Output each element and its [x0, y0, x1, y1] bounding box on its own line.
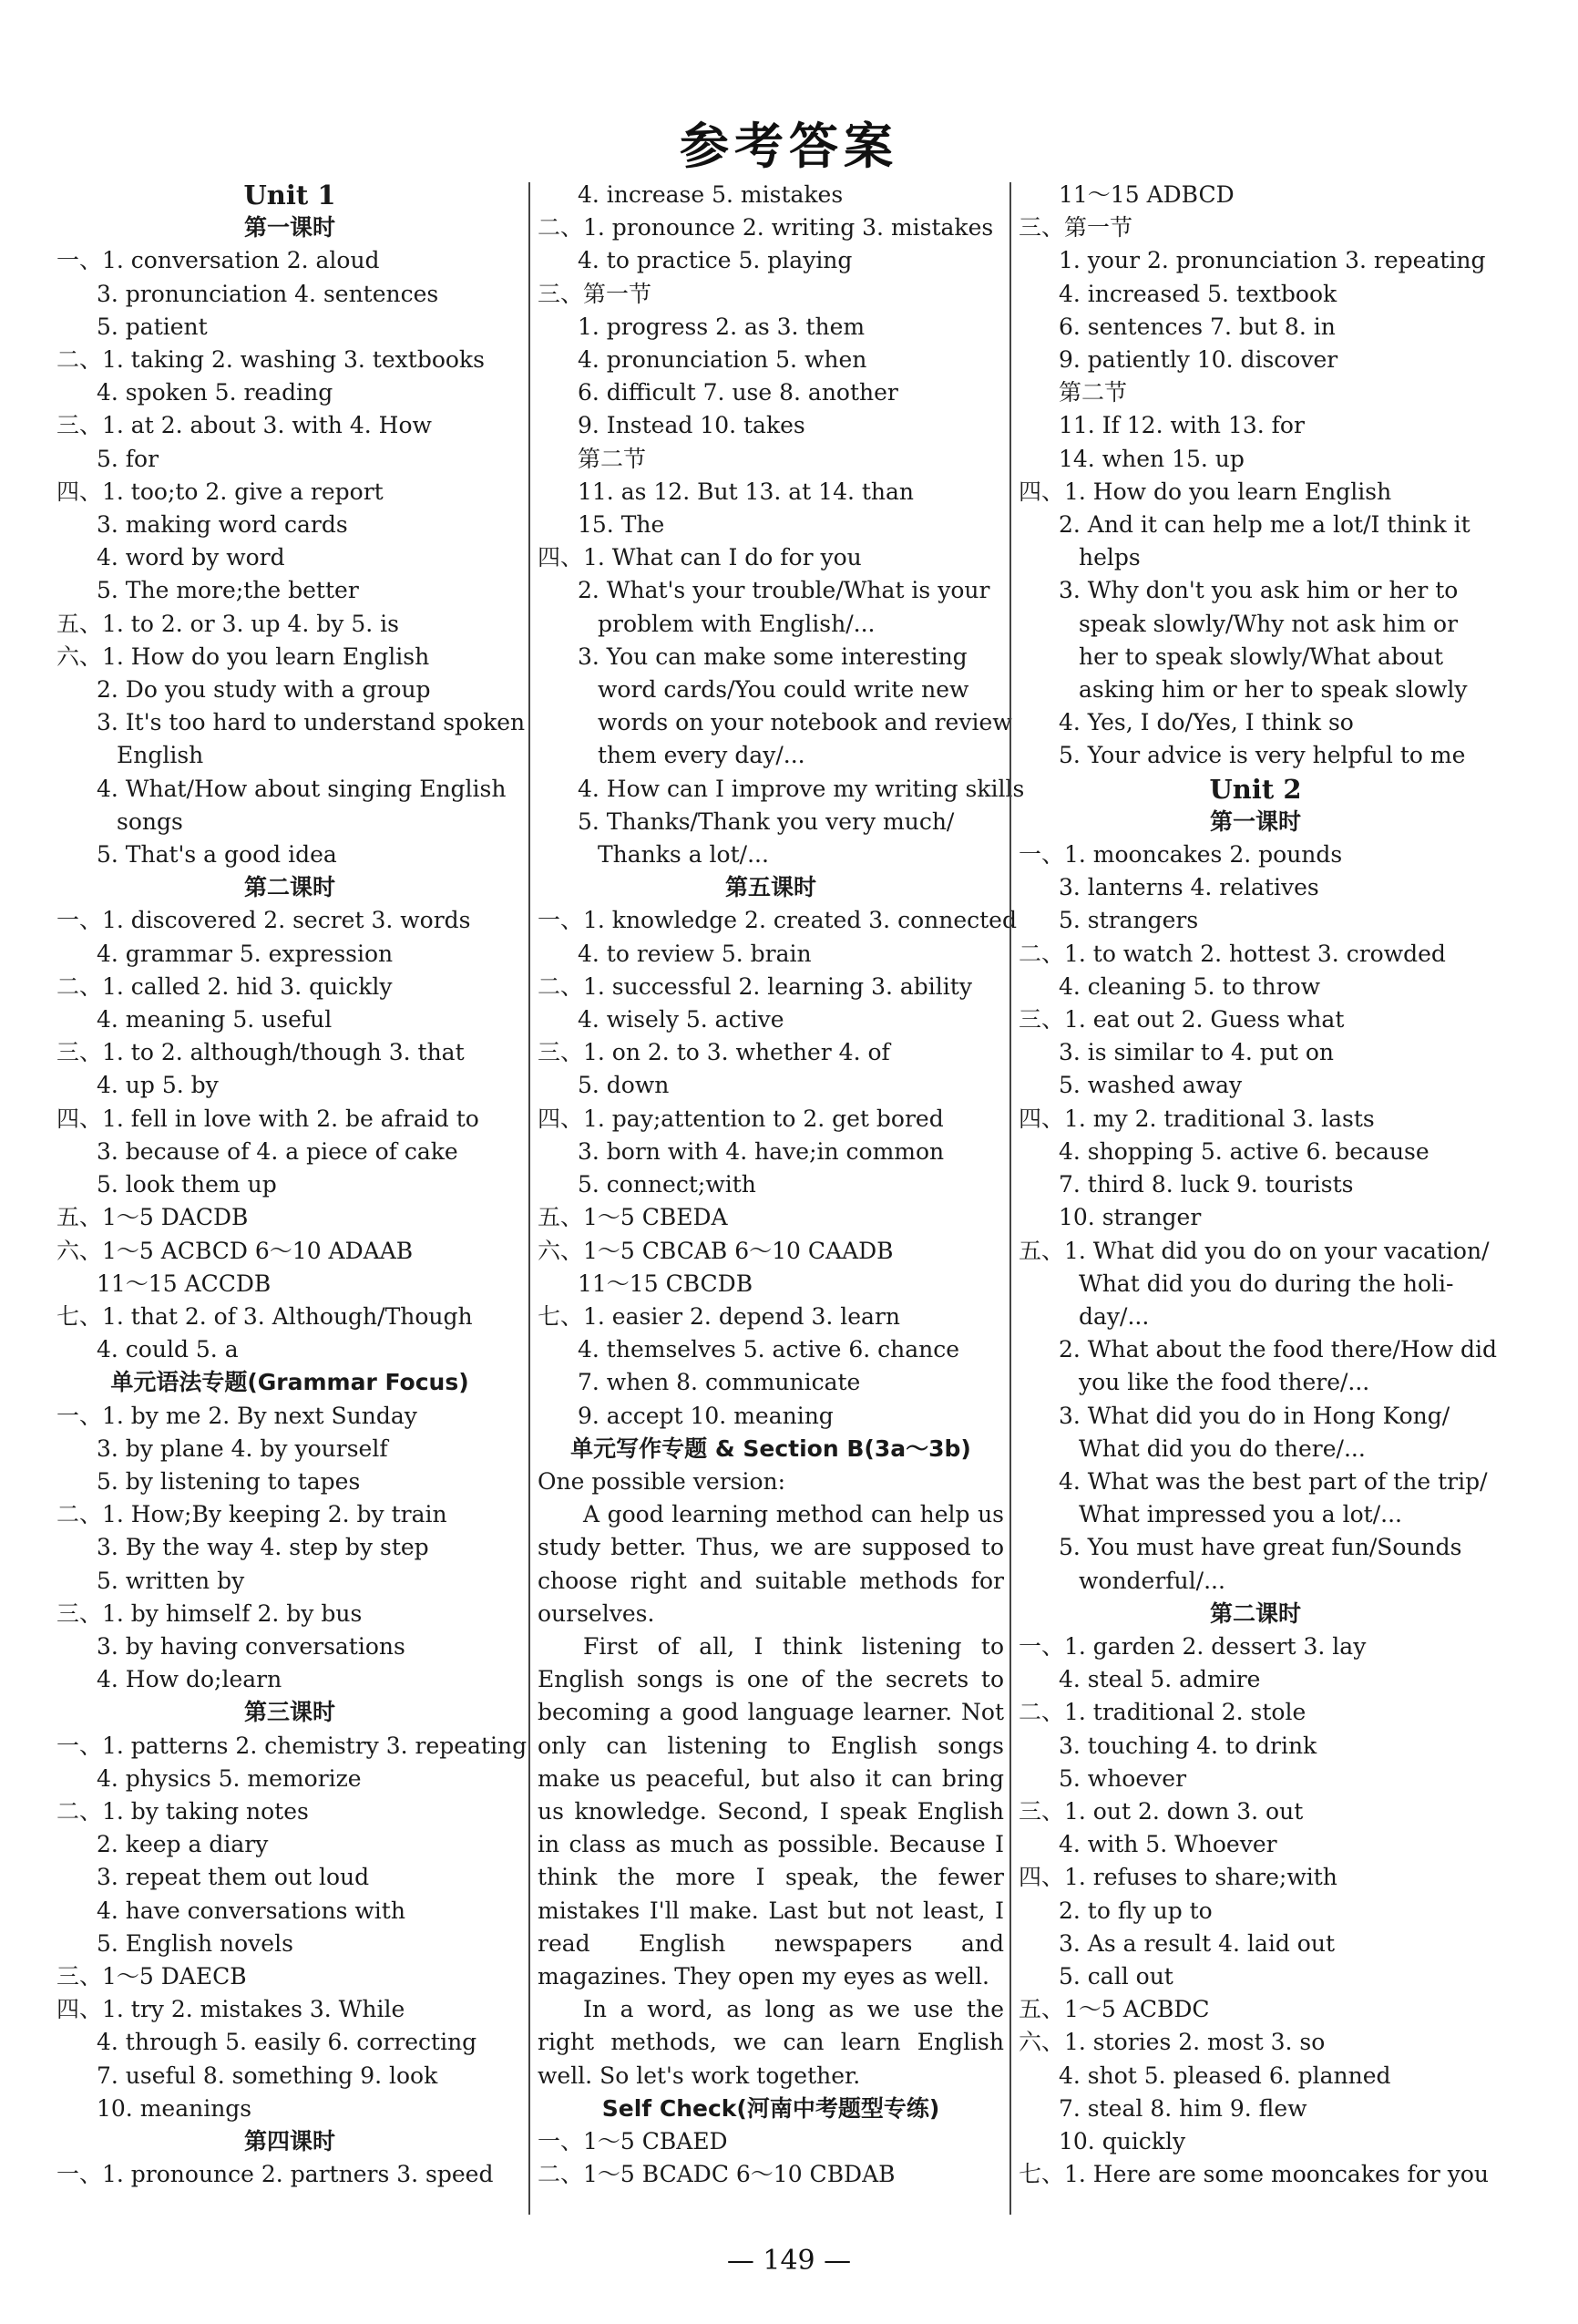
answer-line: 一、1. discovered 2. secret 3. words [56, 907, 471, 934]
answer-line: 六、1. How do you learn English [56, 643, 430, 670]
answer-line: 一、1～5 CBAED [538, 2127, 728, 2154]
answer-line: 二、1～5 BCADC 6～10 CBDAB [538, 2161, 896, 2188]
answer-line: What impressed you a lot/... [1079, 1501, 1402, 1528]
answer-line: 4. through 5. easily 6. correcting [97, 2029, 477, 2056]
answer-line: 三、1. on 2. to 3. whether 4. of [538, 1039, 890, 1066]
answer-line: 4. wisely 5. active [578, 1006, 784, 1033]
column-divider [1009, 182, 1011, 2215]
answer-line: asking him or her to speak slowly [1079, 676, 1468, 704]
answer-line: 2. keep a diary [97, 1831, 269, 1858]
section-heading: 第二课时 [243, 874, 335, 901]
answer-line: 三、1～5 DAECB [56, 1962, 247, 1990]
section-heading: 第二课时 [1209, 1599, 1301, 1627]
section-heading: Self Check(河南中考题型专练) [601, 2094, 940, 2122]
answer-line: 三、第一节 [1019, 214, 1133, 242]
answer-line: 四、1. try 2. mistakes 3. While [56, 1996, 405, 2023]
answer-line: 9. accept 10. meaning [578, 1402, 834, 1429]
section-heading: Unit 2 [1209, 773, 1302, 805]
answer-line: 7. third 8. luck 9. tourists [1059, 1171, 1354, 1198]
page-title: 参考答案 [680, 118, 898, 175]
answer-line: 6. sentences 7. but 8. in [1059, 313, 1336, 340]
answer-line: 3. By the way 4. step by step [97, 1534, 429, 1561]
answer-line: day/... [1079, 1302, 1150, 1330]
answer-line: 2. Do you study with a group [97, 676, 431, 704]
section-heading: 第四课时 [243, 2127, 335, 2154]
answer-line: 二、1. by taking notes [56, 1797, 309, 1825]
answer-line: words on your notebook and review [598, 709, 1012, 736]
answer-line: 3. As a result 4. laid out [1059, 1929, 1335, 1957]
answer-line: 二、1. pronounce 2. writing 3. mistakes [538, 214, 994, 242]
answer-line: 四、1. refuses to share;with [1019, 1864, 1337, 1891]
answer-line: 3. lanterns 4. relatives [1059, 874, 1319, 901]
answer-line: 五、1. What did you do on your vacation/ [1019, 1237, 1490, 1264]
answer-line: her to speak slowly/What about [1079, 643, 1444, 670]
answer-line: 10. meanings [97, 2094, 252, 2122]
answer-line: 4. How do;learn [97, 1666, 282, 1693]
answer-line: 3. by having conversations [97, 1632, 405, 1660]
answer-line: 4. increased 5. textbook [1059, 280, 1337, 307]
answer-line: 2. What about the food there/How did [1059, 1336, 1498, 1363]
answer-line: helps [1079, 544, 1141, 571]
answer-line: 4. grammar 5. expression [97, 940, 394, 967]
answer-line: problem with English/... [598, 610, 876, 637]
section-heading: Unit 1 [243, 180, 336, 211]
answer-line: 3. What did you do in Hong Kong/ [1059, 1402, 1450, 1429]
answer-line: Thanks a lot/... [598, 841, 769, 869]
answer-line: 5. The more;the better [97, 577, 359, 604]
answer-line: 一、1. garden 2. dessert 3. lay [1019, 1632, 1367, 1660]
answer-line: 四、1. fell in love with 2. be afraid to [56, 1105, 479, 1132]
answer-line: 一、1. mooncakes 2. pounds [1019, 841, 1343, 869]
essay-paragraph: First of all, I think listening to English songs is one of the secrets to becoming a good language learner. Not only can listening to English songs make us peaceful, but also it can bring us knowledge. Second, I speak English in class as much as possible. Because I think the more I speak, the fewer mistakes I'll make. Last but not least, I read English newspapers and magazines. They open my eyes as well. [538, 1632, 1004, 1990]
answer-line: 5. by listening to tapes [97, 1467, 361, 1495]
answer-line: One possible version: [538, 1467, 786, 1495]
answer-line: 3. It's too hard to understand spoken [97, 709, 526, 736]
answer-line: 4. pronunciation 5. when [578, 346, 867, 374]
answer-line: 五、1～5 ACBDC [1019, 1996, 1210, 2023]
answer-line: 3. touching 4. to drink [1059, 1732, 1317, 1759]
section-heading: 第一课时 [243, 214, 335, 242]
answer-line: 四、1. too;to 2. give a report [56, 478, 384, 505]
answer-column-2 [538, 179, 1025, 2228]
answer-line: 一、1. pronounce 2. partners 3. speed [56, 2161, 494, 2188]
answer-line: 3. because of 4. a piece of cake [97, 1137, 458, 1165]
answer-line: 4. up 5. by [97, 1072, 219, 1099]
answer-line: 5. washed away [1059, 1072, 1243, 1099]
answer-column-3 [1019, 179, 1498, 2228]
answer-line: 4. spoken 5. reading [97, 379, 333, 406]
answer-line: 4. have conversations with [97, 1897, 405, 1924]
answer-line: 5. strangers [1059, 907, 1199, 934]
answer-line: 2. And it can help me a lot/I think it [1059, 511, 1470, 539]
answer-line: 6. difficult 7. use 8. another [578, 379, 898, 406]
section-heading: 第一课时 [1209, 807, 1301, 835]
answer-line: 三、1. to 2. although/though 3. that [56, 1039, 465, 1066]
answer-line: 一、1. knowledge 2. created 3. connected [538, 907, 1017, 934]
answer-line: 11～15 ACCDB [97, 1270, 272, 1297]
answer-line: 三、1. out 2. down 3. out [1019, 1797, 1304, 1825]
answer-line: 5. look them up [97, 1171, 277, 1198]
answer-line: 4. cleaning 5. to throw [1059, 972, 1321, 1000]
answer-line: 六、1～5 CBCAB 6～10 CAADB [538, 1237, 894, 1264]
answer-line: 4. What/How about singing English [97, 775, 507, 802]
answer-line: 3. Why don't you ask him or her to [1059, 577, 1459, 604]
answer-line: What did you do during the holi- [1079, 1270, 1454, 1297]
answer-line: 3. pronunciation 4. sentences [97, 280, 439, 307]
answer-line: 4. shot 5. pleased 6. planned [1059, 2062, 1391, 2089]
answer-line: 4. to review 5. brain [578, 940, 812, 967]
answer-line: 5. That's a good idea [97, 841, 337, 869]
essay-paragraph: In a word, as long as we use the right methods, we can learn English well. So let's work together. [538, 1996, 1004, 2089]
answer-line: 4. to practice 5. playing [578, 247, 853, 274]
answer-line: 二、1. successful 2. learning 3. ability [538, 972, 972, 1000]
answer-line: 11～15 CBCDB [578, 1270, 753, 1297]
answer-line: 五、1. to 2. or 3. up 4. by 5. is [56, 610, 399, 637]
answer-line: 5. Your advice is very helpful to me [1059, 742, 1466, 769]
answer-line: 11～15 ADBCD [1059, 181, 1235, 208]
answer-line: 3. is similar to 4. put on [1059, 1039, 1334, 1066]
answer-line: 7. steal 8. him 9. flew [1059, 2094, 1307, 2122]
answer-line: 一、1. by me 2. By next Sunday [56, 1402, 417, 1429]
answer-line: 五、1～5 CBEDA [538, 1204, 728, 1231]
answer-line: 10. stranger [1059, 1204, 1202, 1231]
answer-line: 4. word by word [97, 544, 285, 571]
answer-line: you like the food there/... [1079, 1369, 1370, 1396]
answer-line: 七、1. that 2. of 3. Although/Though [56, 1302, 473, 1330]
answer-line: 11. If 12. with 13. for [1059, 412, 1305, 439]
answer-line: 一、1. conversation 2. aloud [56, 247, 380, 274]
answer-line: 4. What was the best part of the trip/ [1059, 1467, 1488, 1495]
column-divider [528, 182, 530, 2215]
answer-line: 9. patiently 10. discover [1059, 346, 1338, 374]
answer-line: 三、1. by himself 2. by bus [56, 1599, 363, 1627]
answer-line: 四、1. pay;attention to 2. get bored [538, 1105, 944, 1132]
answer-line: 1. progress 2. as 3. them [578, 313, 866, 340]
answer-line: 四、1. my 2. traditional 3. lasts [1019, 1105, 1375, 1132]
answer-line: 5. connect;with [578, 1171, 756, 1198]
answer-line: 二、1. How;By keeping 2. by train [56, 1501, 447, 1528]
answer-line: 15. The [578, 511, 665, 539]
answer-line: 第二节 [578, 445, 647, 472]
answer-line: 四、1. How do you learn English [1019, 478, 1392, 505]
answer-line: 第二节 [1059, 379, 1128, 406]
answer-line: 2. to fly up to [1059, 1897, 1213, 1924]
answer-line: 4. Yes, I do/Yes, I think so [1059, 709, 1354, 736]
answer-line: 5. down [578, 1072, 670, 1099]
answer-line: 4. How can I improve my writing skills [578, 775, 1025, 802]
answer-line: 3. You can make some interesting [578, 643, 968, 670]
answer-line: 3. by plane 4. by yourself [97, 1435, 388, 1462]
answer-line: them every day/... [598, 742, 805, 769]
section-heading: 单元语法专题(Grammar Focus) [110, 1369, 469, 1396]
answer-line: 二、1. traditional 2. stole [1019, 1699, 1306, 1726]
answer-line: 2. What's your trouble/What is your [578, 577, 990, 604]
answer-line: 六、1. stories 2. most 3. so [1019, 2029, 1326, 2056]
answer-line: 4. meaning 5. useful [97, 1006, 333, 1033]
answer-line: 7. when 8. communicate [578, 1369, 861, 1396]
page-number: — 149 — [726, 2245, 852, 2277]
answer-line: 二、1. taking 2. washing 3. textbooks [56, 346, 485, 374]
answer-line: 4. increase 5. mistakes [578, 181, 844, 208]
answer-line: wonderful/... [1079, 1567, 1225, 1594]
answer-line: 二、1. to watch 2. hottest 3. crowded [1019, 940, 1446, 967]
answer-line: 5. call out [1059, 1962, 1173, 1990]
answer-line: 3. making word cards [97, 511, 348, 539]
answer-line: 11. as 12. But 13. at 14. than [578, 478, 915, 505]
essay-paragraph: A good learning method can help us study better. Thus, we are supposed to choose right and suitable methods for ourselves. [538, 1501, 1004, 1627]
answer-line: speak slowly/Why not ask him or [1079, 610, 1459, 637]
answer-line: 3. repeat them out loud [97, 1864, 370, 1891]
section-heading: 第五课时 [724, 874, 816, 901]
answer-line: 14. when 15. up [1059, 445, 1245, 472]
answer-line: 5. written by [97, 1567, 245, 1594]
answer-line: 5. whoever [1059, 1764, 1187, 1792]
section-heading: 单元写作专题 & Section B(3a～3b) [570, 1435, 971, 1462]
answer-line: English [117, 742, 204, 769]
answer-line: 4. themselves 5. active 6. chance [578, 1336, 960, 1363]
answer-line: 一、1. patterns 2. chemistry 3. repeating [56, 1732, 528, 1759]
answer-line: 5. patient [97, 313, 208, 340]
answer-line: 10. quickly [1059, 2127, 1186, 2154]
answer-line: 四、1. What can I do for you [538, 544, 862, 571]
answer-line: 七、1. easier 2. depend 3. learn [538, 1302, 901, 1330]
answer-line: 4. could 5. a [97, 1336, 239, 1363]
answer-line: What did you do there/... [1079, 1435, 1366, 1462]
answer-line: 4. shopping 5. active 6. because [1059, 1137, 1429, 1165]
answer-line: word cards/You could write new [598, 676, 969, 704]
answer-line: 7. useful 8. something 9. look [97, 2062, 438, 2089]
answer-line: 4. steal 5. admire [1059, 1666, 1261, 1693]
answer-line: 3. born with 4. have;in common [578, 1137, 945, 1165]
answer-line: 5. English novels [97, 1929, 293, 1957]
answer-line: 三、1. eat out 2. Guess what [1019, 1006, 1345, 1033]
answer-line: 5. for [97, 445, 159, 472]
answer-line: 七、1. Here are some mooncakes for you [1019, 2161, 1490, 2188]
answer-line: 1. your 2. pronunciation 3. repeating [1059, 247, 1486, 274]
answer-line: 六、1～5 ACBCD 6～10 ADAAB [56, 1237, 414, 1264]
answer-line: 三、1. at 2. about 3. with 4. How [56, 412, 432, 439]
answer-line: 五、1～5 DACDB [56, 1204, 249, 1231]
answer-column-1 [56, 179, 528, 2228]
answer-line: 9. Instead 10. takes [578, 412, 805, 439]
answer-line: songs [117, 807, 183, 835]
answer-line: 5. Thanks/Thank you very much/ [578, 807, 955, 835]
answer-line: 4. physics 5. memorize [97, 1764, 362, 1792]
answer-line: 三、第一节 [538, 280, 652, 307]
section-heading: 第三课时 [243, 1699, 335, 1726]
answer-line: 5. You must have great fun/Sounds [1059, 1534, 1462, 1561]
answer-line: 4. with 5. Whoever [1059, 1831, 1277, 1858]
answer-line: 二、1. called 2. hid 3. quickly [56, 972, 393, 1000]
